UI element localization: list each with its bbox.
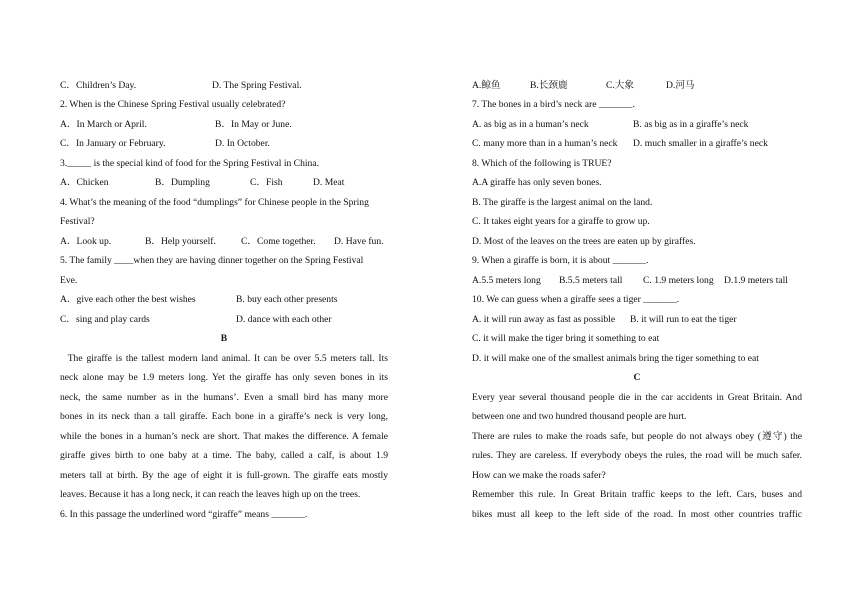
q10-option-c: C. it will make the tiger bring it something to eat (472, 333, 660, 344)
question-10: 10. We can guess when a giraffe sees a tiger _______. (472, 294, 680, 305)
q3-option-a: A．Chicken (60, 177, 109, 188)
q4-option-a: A．Look up. (60, 236, 112, 247)
question-4-line-2: Festival? (60, 216, 95, 227)
q6-option-a: A.鲸鱼 (472, 80, 501, 91)
passage-b-line: bones in its neck than a tall giraffe. Each bone in a giraffe’s neck is very long, (60, 411, 388, 422)
q5-option-d: D. dance with each other (236, 314, 332, 325)
passage-c-line: between one and two hundred thousand people are hurt. (472, 411, 687, 422)
q2-option-c: C．In January or February. (60, 138, 166, 149)
question-5-line-1: 5. The family ____when they are having dinner together on the Spring Festival (60, 255, 364, 266)
question-4-line-1: 4. What’s the meaning of the food “dumplings” for Chinese people in the Spring (60, 197, 369, 208)
passage-b-line: neck alone may be 1.9 meters long. Yet the giraffe has only seven bones in its (60, 372, 388, 383)
q6-option-b: B.长颈鹿 (530, 80, 568, 91)
q10-option-d: D. it will make one of the smallest animals bring the tiger something to eat (472, 353, 759, 364)
q7-option-b: B. as big as in a giraffe’s neck (633, 119, 749, 130)
q4-option-c: C．Come together. (241, 236, 316, 247)
question-6: 6. In this passage the underlined word “giraffe” means _______. (60, 509, 308, 520)
q8-option-c: C. It takes eight years for a giraffe to grow up. (472, 216, 650, 227)
passage-c-line: How can we make the roads safer? (472, 470, 606, 481)
q3-option-c: C．Fish (250, 177, 283, 188)
question-3: 3._____ is the special kind of food for the Spring Festival in China. (60, 158, 319, 169)
question-7: 7. The bones in a bird’s neck are _______. (472, 99, 635, 110)
q1-option-d: D. The Spring Festival. (212, 80, 302, 91)
passage-b-line: while the bones in a human’s neck are short. That makes the difference. A female (60, 431, 388, 442)
question-9: 9. When a giraffe is born, it is about _______. (472, 255, 649, 266)
q5-option-c: C．sing and play cards (60, 314, 150, 325)
section-c-heading: C (633, 372, 641, 383)
passage-b-line: The giraffe is the tallest modern land animal. It can be over 5.5 meters tall. Its (60, 353, 389, 364)
q4-option-d: D. Have fun. (334, 236, 384, 247)
q9-option-b: B.5.5 meters tall (559, 275, 623, 286)
q2-option-a: A．In March or April. (60, 119, 147, 130)
q7-option-d: D. much smaller in a giraffe’s neck (633, 138, 768, 149)
question-5-line-2: Eve. (60, 275, 78, 286)
passage-c-line: There are rules to make the roads safe, but people do not always obey (遵守) the (472, 431, 802, 442)
q5-option-a: A．give each other the best wishes (60, 294, 196, 305)
q9-option-c: C. 1.9 meters long (643, 275, 714, 286)
q10-option-b: B. it will run to eat the tiger (630, 314, 737, 325)
q3-option-b: B．Dumpling (155, 177, 210, 188)
q7-option-c: C. many more than in a human’s neck (472, 138, 618, 149)
q9-option-d: D.1.9 meters tall (724, 275, 788, 286)
section-b-heading: B (220, 333, 228, 344)
q8-option-b: B. The giraffe is the largest animal on the land. (472, 197, 653, 208)
q6-option-d: D.河马 (666, 80, 695, 91)
q4-option-b: B．Help yourself. (145, 236, 216, 247)
q7-option-a: A. as big as in a human’s neck (472, 119, 589, 130)
passage-b-line: meters tall at birth. By the age of eight it is full-grown. The giraffe eats mostly (60, 470, 388, 481)
passage-c-line: bikes must all keep to the left side of the road. In most other countries traffic (472, 509, 802, 520)
q1-option-c: C．Children’s Day. (60, 80, 137, 91)
q10-option-a: A. it will run away as fast as possible (472, 314, 616, 325)
question-2: 2. When is the Chinese Spring Festival usually celebrated? (60, 99, 286, 110)
q9-option-a: A.5.5 meters long (472, 275, 541, 286)
passage-c-line: Every year several thousand people die in the car accidents in Great Britain. And (472, 392, 802, 403)
q6-option-c: C.大象 (606, 80, 634, 91)
passage-b-line: giraffe gives birth to one baby at a time. The baby, called a calf, is about 1.9 (60, 450, 388, 461)
question-8: 8. Which of the following is TRUE? (472, 158, 612, 169)
passage-c-line: rules. They are careless. If everybody obeys the rules, the road will be much safer. (472, 450, 802, 461)
q2-option-b: B．In May or June. (215, 119, 292, 130)
passage-b-line: leaves. Because it has a long neck, it can reach the leaves high up on the trees. (60, 489, 361, 500)
q8-option-a: A.A giraffe has only seven bones. (472, 177, 602, 188)
q2-option-d: D. In October. (215, 138, 270, 149)
q3-option-d: D. Meat (313, 177, 345, 188)
passage-b-line: neck, the same number as in the humans’. Even a small bird has many more (60, 392, 388, 403)
q5-option-b: B. buy each other presents (236, 294, 338, 305)
passage-c-line: Remember this rule. In Great Britain traffic keeps to the left. Cars, buses and (472, 489, 802, 500)
q8-option-d: D. Most of the leaves on the trees are eaten up by giraffes. (472, 236, 696, 247)
